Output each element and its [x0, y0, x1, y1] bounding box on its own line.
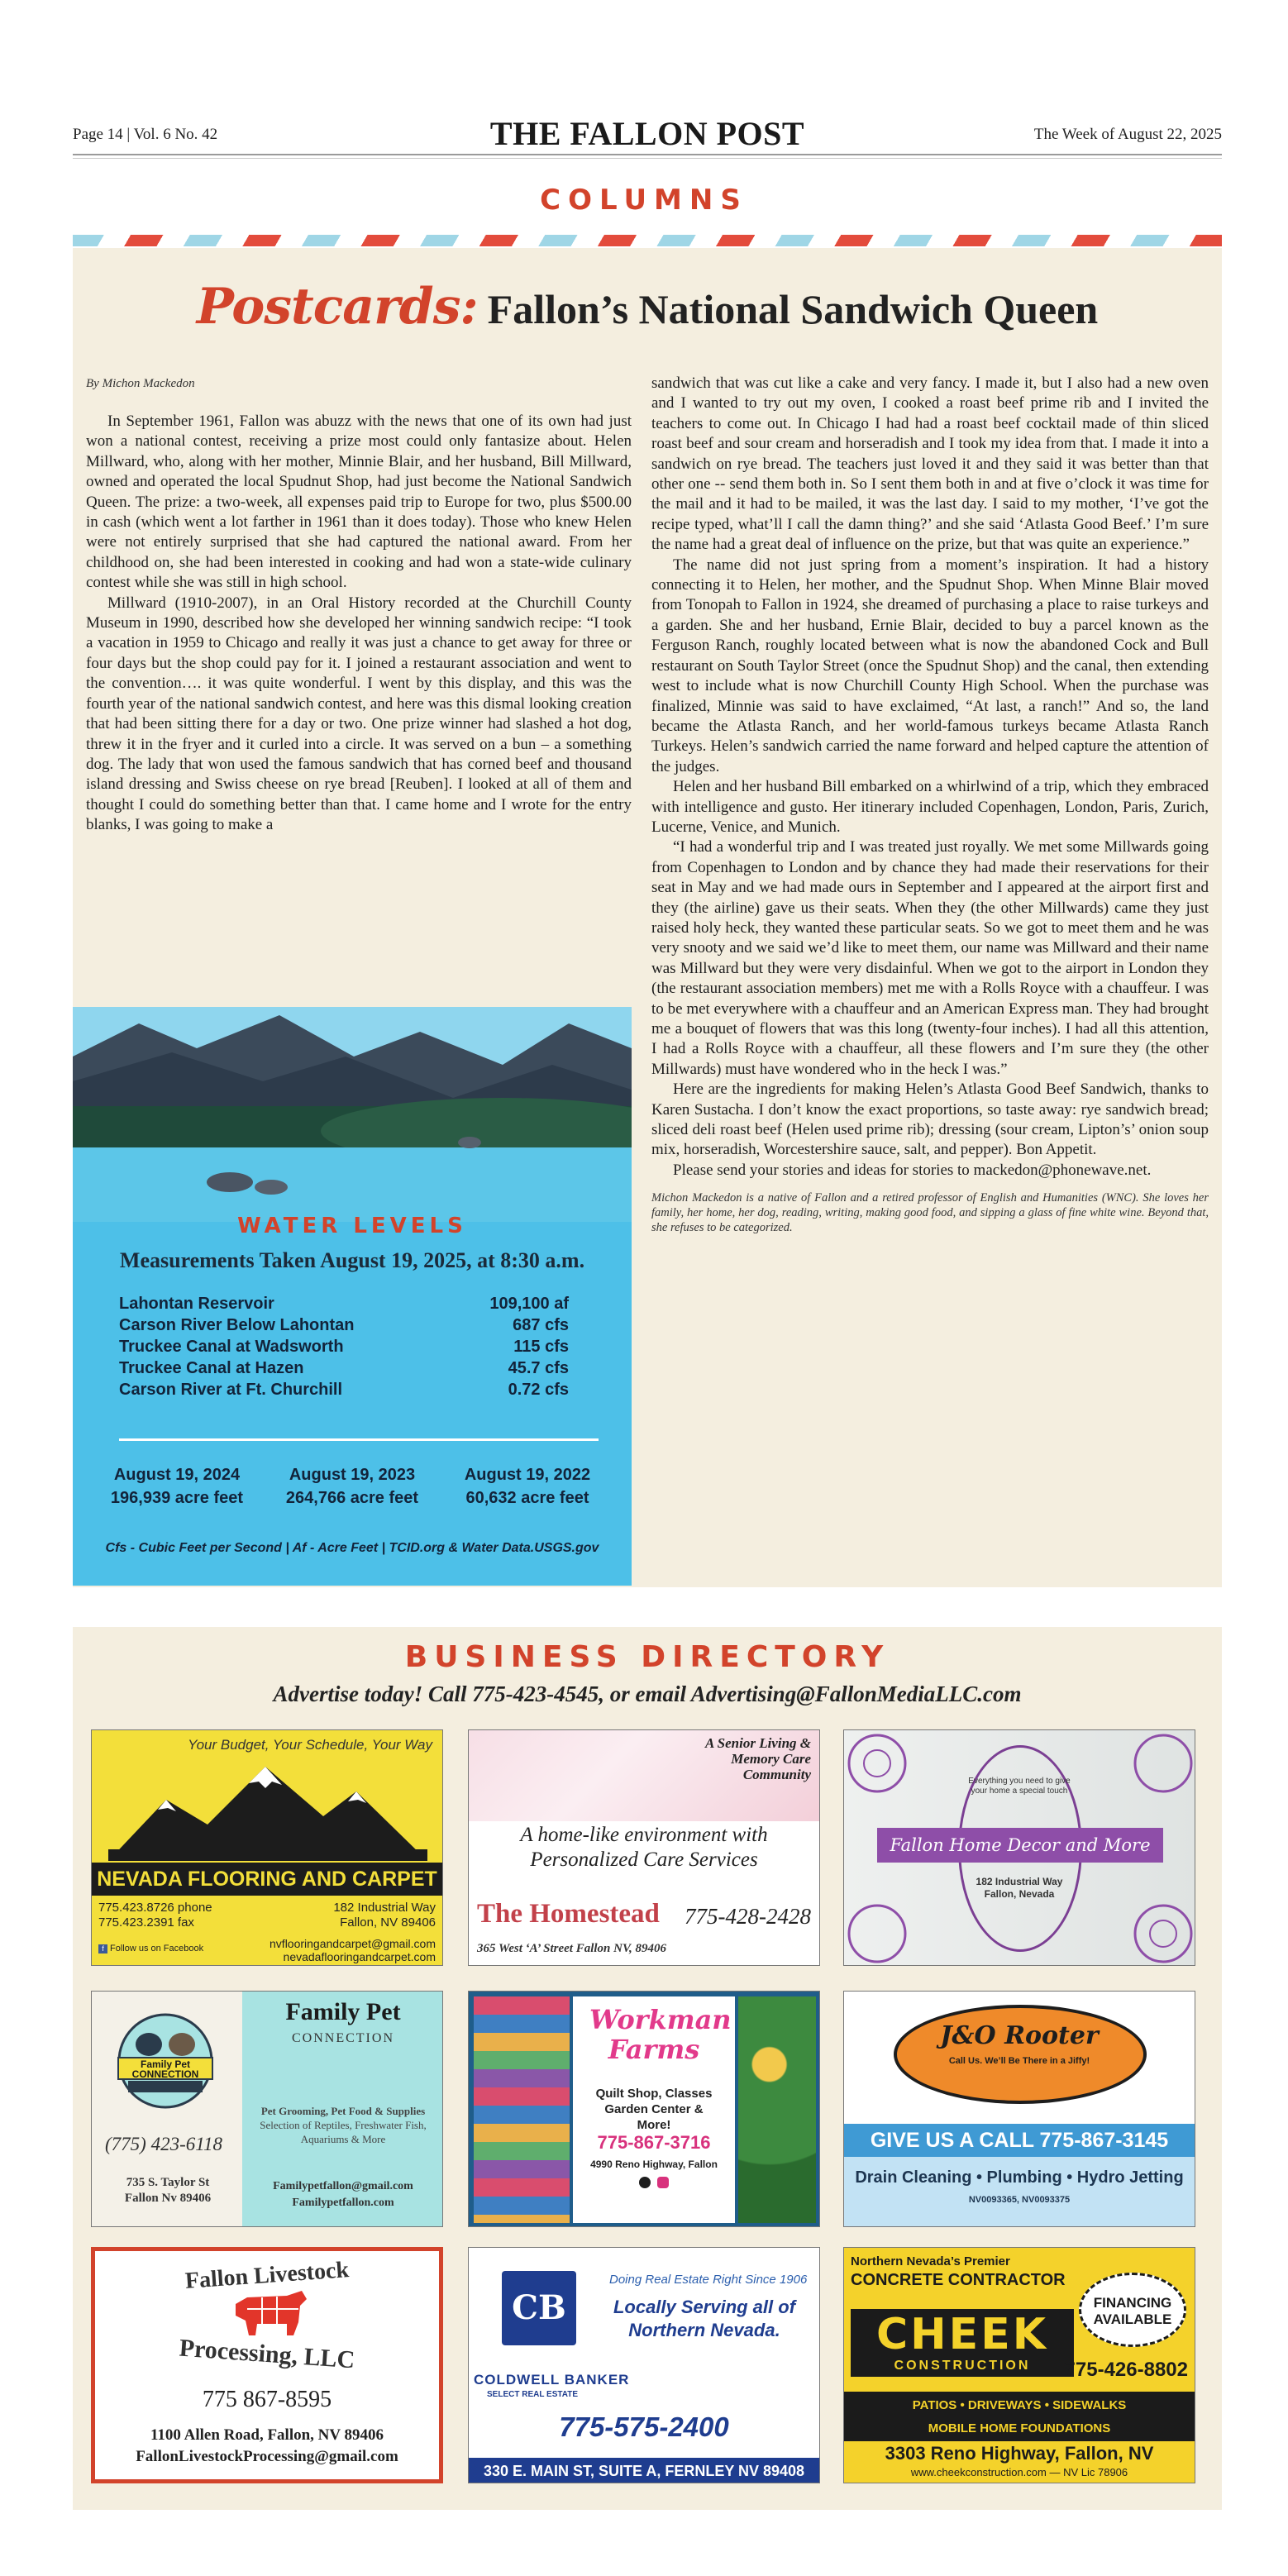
postcards-script: Postcards:	[196, 278, 478, 336]
article-title	[73, 278, 1222, 336]
cheek-phone: 775-426-8802	[1064, 2359, 1188, 2381]
pet-services-selection: Selection of Reptiles, Freshwater Fish, Aquariums & More	[260, 2119, 427, 2145]
flooring-city: Fallon, NV 89406	[340, 1915, 436, 1930]
water-row-value: 109,100 af	[489, 1295, 569, 1313]
facebook-label: Follow us on Facebook	[110, 1944, 204, 1953]
flooring-website: nevadaflooringandcarpet.com	[283, 1950, 436, 1963]
ad-coldwell-banker[interactable]	[468, 2247, 820, 2483]
rooter-services: Drain Cleaning • Plumbing • Hydro Jetting	[855, 2168, 1184, 2187]
flooring-tagline: Your Budget, Your Schedule, Your Way	[188, 1737, 432, 1753]
history-date: August 19, 2022	[464, 1466, 591, 1484]
pet-services-main: Pet Grooming, Pet Food & Supplies	[260, 2105, 426, 2117]
financing-badge: FINANCING AVAILABLE	[1079, 2273, 1186, 2347]
paragraph: “I had a wonderful trip and I was treated just royally. We met some Millwards going from Copenhagen to London and by chance they had made their reservations for their seat in May and we had made ours in September and I appeared at the airport first and they (the airline) gave us their seats. When they (the other Millwards) came they just raised holy heck, they wanted these particular seats. So we got to meet them and he was very snooty and we said we’d like to meet them, our name was Millward and their name was Millward but they were very disdainful. When we got to the airport in London they (the restaurant association members) met me with a Rolls Royce with a chauffeur. I was to be met everywhere with a chauffeur and an American Express man. They had brought me a bouquet of flowers that was this long (twenty-four inches). I had all this attention, I had a Rolls Royce with a chauffeur, all these flowers and I’m sure they (the other Millwards) must have wondered who in the heck I was.”	[651, 838, 1209, 1078]
ad-fallon-home-decor[interactable]	[843, 1729, 1195, 1966]
history-value: 196,939 acre feet	[110, 1489, 244, 1507]
article-column-right	[651, 374, 1209, 1235]
byline: By Michon Mackedon	[86, 377, 195, 390]
pet-services	[249, 2104, 437, 2146]
water-row-value: 687 cfs	[513, 1316, 569, 1334]
coldwell-select: SELECT REAL ESTATE	[487, 2390, 579, 2399]
decor-address	[844, 1876, 1195, 1901]
facebook-icon[interactable]	[639, 2177, 651, 2188]
flooring-address	[333, 1901, 436, 1930]
paper-name: THE FALLON POST	[489, 115, 805, 152]
paragraph: Here are the ingredients for making Helen’s Atlasta Good Beef Sandwich, thanks to Karen Sustacha. I don’t know the exact proportions, so taste away: rye sandwich bread; sliced deli roast beef (Helen used prime rib); dressing (sour cream, Lipton’s’ onion soup mix, horseradish, Worcestershire sauce, salt, and pepper). Bon Appetit.	[651, 1080, 1209, 1159]
pet-logo	[103, 2011, 227, 2111]
flooring-web	[270, 1937, 436, 1963]
rooter-cta: GIVE US A CALL 775-867-3145	[844, 2124, 1195, 2157]
decor-city: Fallon, Nevada	[984, 1888, 1055, 1900]
section-label: COLUMNS	[540, 184, 748, 217]
cheek-services-1: PATIOS • DRIVEWAYS • SIDEWALKS	[912, 2398, 1127, 2412]
water-row	[119, 1314, 569, 1336]
history-date: August 19, 2023	[289, 1466, 416, 1484]
workman-address: 4990 Reno Highway, Fallon	[590, 2159, 718, 2170]
pet-logo-text: Family Pet CONNECTION	[131, 2058, 199, 2080]
business-directory	[73, 1627, 1222, 2510]
cheek-web: www.cheekconstruction.com — NV Lic 78906	[910, 2466, 1128, 2478]
pet-address	[102, 2175, 234, 2206]
instagram-icon[interactable]	[657, 2177, 669, 2188]
livestock-contact	[95, 2425, 439, 2468]
rooter-tagline: Call Us. We’ll Be There in a Jiffy!	[948, 2056, 1090, 2066]
livestock-name-bottom: Processing, LLC	[178, 2334, 356, 2374]
pet-title: Family Pet	[285, 1998, 401, 2025]
water-levels-subtitle: Measurements Taken August 19, 2025, at 8:30 a.m.	[119, 1248, 585, 1272]
directory-subtitle: Advertise today! Call 775-423-4545, or email Advertising@FallonMediaLLC.com	[273, 1682, 1022, 1706]
mountain-logo-icon	[108, 1758, 427, 1861]
history-date: August 19, 2024	[113, 1466, 241, 1484]
livestock-name-top: Fallon Livestock	[184, 2257, 350, 2294]
article-column-left	[86, 412, 632, 836]
ad-cheek-construction[interactable]	[843, 2247, 1195, 2483]
flooring-name: NEVADA FLOORING AND CARPET	[92, 1863, 442, 1896]
water-levels-title: WATER LEVELS	[237, 1214, 467, 1238]
history-item	[440, 1463, 615, 1510]
water-levels-box	[73, 1007, 632, 1586]
masthead-rule	[73, 154, 1222, 159]
decor-tagline: Everything you need to give your home a special touch	[968, 1777, 1071, 1796]
issue-date: The Week of August 22, 2025	[1033, 126, 1222, 143]
water-row	[119, 1357, 569, 1379]
livestock-email: FallonLivestockProcessing@gmail.com	[136, 2448, 398, 2465]
workman-name: Workman Farms	[589, 2004, 732, 2065]
article-headline: Fallon’s National Sandwich Queen	[487, 286, 1099, 332]
flooring-fax: 775.423.2391 fax	[98, 1915, 194, 1930]
ad-nevada-flooring[interactable]	[91, 1729, 443, 1966]
cheek-construction: CONSTRUCTION	[894, 2359, 1031, 2373]
airmail-stripe	[73, 235, 1222, 246]
water-row-name: Truckee Canal at Wadsworth	[119, 1338, 344, 1356]
facebook-link[interactable]	[98, 1944, 203, 1953]
pet-phone: (775) 423-6118	[105, 2134, 223, 2154]
history-value: 264,766 acre feet	[285, 1489, 419, 1507]
homestead-name: The Homestead	[477, 1899, 660, 1929]
paragraph: Millward (1910-2007), in an Oral History recorded at the Churchill County Museum in 1990, described how she developed her winning sandwich recipe: “I took a vacation in 1959 to Chicago and really it was just a chance to get away for three or four days but the shop could pay for it. I joined a restaurant association and went to the convention…. it was quite wonderful. I went by this display, and this was the fourth year of the national sandwich contest, and here was this dismal looking creation that had been sitting there for a day or two. One prize winner had slashed a hot dog, threw it in the fryer and it curled into a circle. It was served on a bun – a something dog. The lady that won used the famous sandwich that has corned beef and thousand island dressing and Swiss cheese on rye bread [Reuben]. I looked at all of them and thought I could do something better than that. I came home and I wrote for the entry blanks, I was going to make a	[86, 594, 632, 834]
water-row-value: 0.72 cfs	[508, 1381, 569, 1399]
flooring-phones	[98, 1901, 212, 1930]
water-row-value: 45.7 cfs	[508, 1359, 569, 1377]
coldwell-phone: 775-575-2400	[559, 2411, 729, 2442]
homestead-senior: A Senior Living & Memory Care Community	[705, 1735, 811, 1782]
paragraph: Please send your stories and ideas for stories to mackedon@phonewave.net.	[673, 1161, 1152, 1179]
water-row-name: Truckee Canal at Hazen	[119, 1359, 304, 1377]
paragraph: Helen and her husband Bill embarked on a whirlwind of a trip, which they embraced with intelligence and gusto. Her itinerary included Copenhagen, London, Paris, Zurich, Lucerne, Venice, and Munich.	[651, 778, 1209, 836]
workman-desc: Quilt Shop, Classes Garden Center & More!	[595, 2087, 713, 2132]
page-info: Page 14 | Vol. 6 No. 42	[73, 126, 218, 143]
author-bio: Michon Mackedon is a native of Fallon and a retired professor of English and Humanities (WNC). She loves her family, her home, her dog, reading, writing, making good food, and sipping a glass of fine white wine. Beyond that, she refuses to be categorized.	[651, 1191, 1209, 1235]
coldwell-address: 330 E. MAIN ST, SUITE A, FERNLEY NV 89408	[469, 2458, 819, 2483]
decor-name: Fallon Home Decor and More	[877, 1828, 1163, 1863]
coldwell-since: Doing Real Estate Right Since 1906	[609, 2273, 808, 2287]
paragraph: sandwich that was cut like a cake and very fancy. I made it, but I also had a new oven and I wanted to try out my oven, I cooked a roast beef prime rib and I invited the teachers to come out. In Chicago I had had a roast beef cocktail made of thin sliced roast beef and sour cream and horseradish and I took my idea from that. I made it into a sandwich on rye bread. The teachers just loved it and they said it was better than that other one -- send them both in. So I sent them both in and at five o’clock it was time for the mail and it had to be mailed, it was the last day. I said to my mother, ‘I’ve got the recipe typed, what’ll I call the damn thing?’ and she said ‘Atlasta Good Beef.’ I’m sure the name had a great deal of influence on the prize, but that was quite an experience.”	[651, 374, 1209, 554]
homestead-tagline: A home-like environment with Personalized Care Services	[520, 1824, 768, 1871]
flooring-email: nvflooringandcarpet@gmail.com	[270, 1937, 436, 1950]
water-row-name: Carson River Below Lahontan	[119, 1316, 355, 1334]
livestock-address: 1100 Allen Road, Fallon, NV 89406	[150, 2426, 384, 2444]
pet-contact	[242, 2178, 443, 2211]
lake-illustration	[73, 1007, 632, 1222]
cheek-concrete: CONCRETE CONTRACTOR	[851, 2271, 1066, 2289]
decor-street: 182 Industrial Way	[976, 1876, 1063, 1887]
rooter-logo-oval	[894, 2005, 1147, 2104]
coldwell-brand: COLDWELL BANKER	[474, 2372, 630, 2388]
water-row-name: Carson River at Ft. Churchill	[119, 1381, 343, 1399]
social-icons[interactable]	[573, 2177, 735, 2191]
pet-connection: CONNECTION	[292, 2031, 394, 2045]
water-row-name: Lahontan Reservoir	[119, 1295, 274, 1313]
water-row	[119, 1379, 569, 1400]
water-footnote: Cfs - Cubic Feet per Second | Af - Acre Feet | TCID.org & Water Data.USGS.gov	[105, 1541, 599, 1555]
facebook-icon: f	[98, 1944, 107, 1953]
homestead-address: 365 West ‘A’ Street Fallon NV, 89406	[477, 1942, 667, 1955]
rooter-services-panel	[844, 2157, 1195, 2227]
pet-right-panel	[242, 1992, 443, 2226]
history-item	[89, 1463, 265, 1510]
rooter-name: J&O Rooter	[940, 2021, 1099, 2050]
flooring-phone: 775.423.8726 phone	[98, 1901, 212, 1915]
water-history	[89, 1463, 615, 1510]
flooring-street: 182 Industrial Way	[333, 1901, 436, 1915]
coldwell-logo-icon: CB	[502, 2271, 576, 2345]
ad-family-pet[interactable]	[91, 1991, 443, 2227]
cheek-services	[844, 2392, 1195, 2441]
workman-phone: 775-867-3716	[597, 2132, 711, 2153]
directory-title: BUSINESS DIRECTORY	[404, 1640, 890, 1674]
livestock-phone: 775 867-8595	[202, 2387, 332, 2412]
paragraph: The name did not just spring from a moment’s inspiration. It had a history connecting it to Helen, her mother, and the Spudnut Shop. When Minne Blair moved from Tonopah to Fallon in 1924, she dreamed of purchasing a place to raise turkeys and a garden. She and her husband, Ernie Blair, decided to buy a parcel known as the Ferguson Ranch, roughly located between what is now the abandoned Cock and Bull restaurant on South Taylor Street (once the Spudnut Shop) and the canal, then extending west to include what is now Churchill County High School. When the purchase was finalized, Minnie was said to have exclaimed, “At last, a ranch!” And so, the land became the Atlasta Ranch, and her world-famous turkeys became Atlasta Ranch Turkeys. Helen’s sandwich carried the name forward and helped capture the attention of the judges.	[651, 556, 1209, 775]
history-item	[265, 1463, 440, 1510]
cheek-premier: Northern Nevada’s Premier	[851, 2254, 1010, 2268]
pet-city: Fallon Nv 89406	[124, 2192, 212, 2205]
homestead-phone: 775-428-2428	[685, 1904, 811, 1929]
water-row-value: 115 cfs	[513, 1338, 569, 1356]
history-value: 60,632 acre feet	[465, 1489, 589, 1507]
ad-fallon-livestock[interactable]	[91, 2247, 443, 2483]
water-row	[119, 1293, 569, 1314]
ad-workman-farms[interactable]	[468, 1991, 820, 2227]
fabric-photo	[474, 1996, 570, 2223]
pet-web: Familypetfallon.com	[292, 2197, 394, 2209]
pet-email: Familypetfallon@gmail.com	[273, 2180, 413, 2192]
ad-jo-rooter[interactable]	[843, 1991, 1195, 2227]
workman-center	[573, 1996, 735, 2223]
paragraph: In September 1961, Fallon was abuzz with the news that one of its own had just won a national contest, receiving a prize most could only fantasize about. Helen Millward, who, along with her mother, Minnie Blair, and her husband, Bill Millward, owned and operated the local Spudnut Shop, had just become the National Sandwich Queen. The prize: a two-week, all expenses paid trip to Europe for two, plus $500.00 in cash (which went a lot farther in 1961 than it does today). Those who knew Helen were not entirely surprised that she had captured the national award. From her childhood on, she had been interested in cooking and had won a state-wide culinary contest while she was still in high school.	[86, 413, 632, 592]
water-divider	[119, 1438, 599, 1441]
flowers-photo	[738, 1996, 816, 2223]
coldwell-locally: Locally Serving all of Northern Nevada.	[613, 2297, 796, 2340]
rooter-license: NV0093365, NV0093375	[968, 2195, 1071, 2205]
water-levels-table	[119, 1293, 569, 1400]
cow-icon	[229, 2286, 312, 2339]
ad-homestead[interactable]	[468, 1729, 820, 1966]
pet-street: 735 S. Taylor St	[126, 2176, 210, 2189]
cheek-address: 3303 Reno Highway, Fallon, NV	[885, 2443, 1154, 2464]
cheek-services-2: MOBILE HOME FOUNDATIONS	[928, 2421, 1111, 2435]
water-row	[119, 1336, 569, 1357]
cheek-logo: CHEEK	[851, 2309, 1074, 2377]
